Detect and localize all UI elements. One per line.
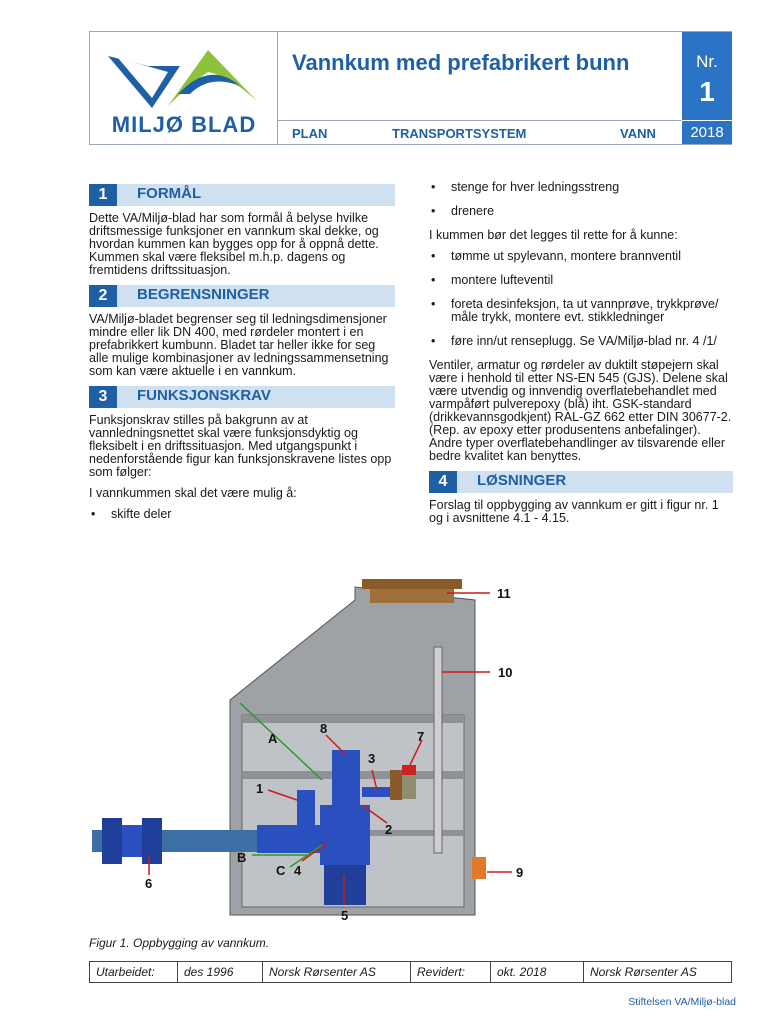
section-title: LØSNINGER bbox=[477, 472, 567, 489]
logo bbox=[90, 32, 278, 144]
list-item: • drenere bbox=[429, 205, 733, 218]
section-title: FORMÅL bbox=[137, 185, 202, 202]
list-item: • føre inn/ut renseplugg. Se VA/Miljø-blad nr. 4 /1/ bbox=[429, 335, 733, 348]
callout-label: 2 bbox=[385, 822, 393, 837]
section-number: 3 bbox=[89, 386, 117, 408]
left-column bbox=[89, 184, 395, 532]
manhole-figure bbox=[92, 575, 652, 930]
callout-label: 7 bbox=[417, 729, 425, 744]
list-item: • stenge for hver ledningsstreng bbox=[429, 181, 733, 194]
right-column bbox=[429, 181, 733, 533]
header bbox=[89, 31, 732, 145]
prepared-label: Utarbeidet: bbox=[90, 962, 178, 982]
number-box bbox=[682, 32, 732, 144]
callout-label: B bbox=[237, 850, 247, 865]
revised-date: okt. 2018 bbox=[491, 962, 584, 982]
section-text-2: VA/Miljø-bladet begrenser seg til ledningsdimensjoner mindre eller lik DN 400, med rørdeler montert i en prefabrikkert kumbunn. Bladet tar heller ikke for seg alle mulige kombinasjoner av ledningssammensetning som kan være aktuelle i en vannkum. bbox=[89, 312, 389, 378]
paragraph: Ventiler, armatur og rørdeler av duktilt støpejern skal være i henhold til etter NS-EN 545 (GJS). Delene skal være utvendig og innvendig overflatebehandlet med varmpåført pulverepoxy (blå) iht. GSK-standard (drikkevannsgodkjent) RAL-GZ 662 etter DIN 30677-2. (Rep. av epoxy etter produsentens anbefalinger). Andre typer overflatebehandlinger av tilsvarende eller bedre kvalitet kan benyttes. bbox=[429, 358, 732, 463]
section-text-3b: I vannkummen skal det være mulig å: bbox=[89, 486, 297, 500]
callout-label: C bbox=[276, 863, 286, 878]
section-title: BEGRENSNINGER bbox=[137, 286, 270, 303]
callout-label: 6 bbox=[145, 876, 153, 891]
callout-label: A bbox=[268, 731, 278, 746]
category-plan: PLAN bbox=[292, 126, 328, 141]
callout-label: 1 bbox=[256, 781, 264, 796]
revision-table bbox=[89, 961, 732, 983]
section-heading-4 bbox=[429, 471, 733, 493]
callout-label: 3 bbox=[368, 751, 376, 766]
callout-label: 5 bbox=[341, 908, 349, 923]
section-text-1: Dette VA/Miljø-blad har som formål å belyse hvilke driftsmessige funksjoner en vannkum skal dekke, og hvordan kummen kan bygges opp for å oppnå dette. Kummen skal være fleksibel m.h.p. dagens og fremtidens driftssituasjon. bbox=[89, 211, 379, 277]
section-text-3: Funksjonskrav stilles på bakgrunn av at vannledningsnettet skal være funksjonsdyktig og fleksibelt i en driftssituasjon. Med utgangspunkt i nedenforstående figur kan funksjonskravene listes opp som følger: bbox=[89, 413, 392, 479]
number-label: Nr. bbox=[696, 52, 718, 71]
logo-text: MILJØ BLAD bbox=[111, 112, 257, 137]
section-heading-1 bbox=[89, 184, 395, 206]
revised-by: Norsk Rørsenter AS bbox=[590, 965, 697, 979]
prepared-by: Norsk Rørsenter AS bbox=[263, 962, 411, 982]
section-heading-2 bbox=[89, 285, 395, 307]
section-number: 1 bbox=[89, 184, 117, 206]
page-title: Vannkum med prefabrikert bunn bbox=[292, 50, 630, 75]
section-text-4: Forslag til oppbygging av vannkum er gitt i figur nr. 1 og i avsnittene 4.1 - 4.15. bbox=[429, 498, 719, 525]
sheet-year: 2018 bbox=[682, 120, 732, 144]
callout-label: 11 bbox=[497, 586, 511, 601]
title-area bbox=[278, 32, 682, 144]
callout-label: 4 bbox=[294, 863, 302, 878]
paragraph: I kummen bør det legges til rette for å kunne: bbox=[429, 228, 678, 242]
category-type: VANN bbox=[620, 126, 656, 141]
foundation-name: Stiftelsen VA/Miljø-blad bbox=[628, 996, 736, 1008]
section-title: FUNKSJONSKRAV bbox=[137, 387, 271, 404]
revised-label: Revidert: bbox=[411, 962, 491, 982]
sheet-number: 1 bbox=[699, 76, 715, 107]
callout-label: 8 bbox=[320, 721, 328, 736]
category-bar bbox=[278, 120, 682, 144]
callout-label: 9 bbox=[516, 865, 524, 880]
section-number: 2 bbox=[89, 285, 117, 307]
logo-mark-icon bbox=[90, 36, 278, 116]
category-system: TRANSPORTSYSTEM bbox=[392, 126, 527, 141]
list-item: • tømme ut spylevann, montere brannventil bbox=[429, 250, 733, 263]
list-item: • foreta desinfeksjon, ta ut vannprøve, trykkprøve/ måle trykk, montere evt. stikkledninger bbox=[429, 298, 733, 324]
section-heading-3 bbox=[89, 386, 395, 408]
list-item: • skifte deler bbox=[89, 508, 395, 521]
prepared-date: des 1996 bbox=[178, 962, 263, 982]
list-item: • montere lufteventil bbox=[429, 274, 733, 287]
callout-label: 10 bbox=[498, 665, 513, 680]
section-number: 4 bbox=[429, 471, 457, 493]
figure-caption: Figur 1. Oppbygging av vannkum. bbox=[89, 936, 270, 950]
